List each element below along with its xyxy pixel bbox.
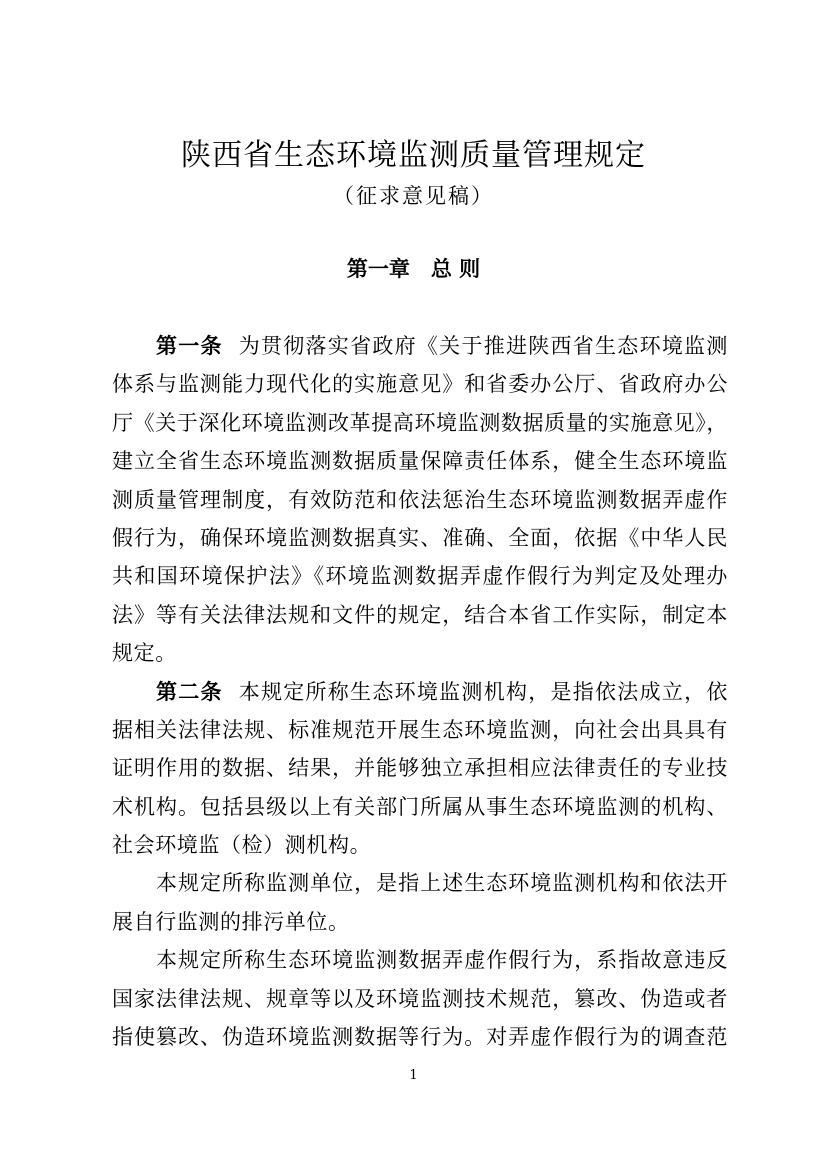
- article-2-line-5: 社会环境监（检）测机构。: [112, 833, 372, 858]
- document-subtitle: （征求意见稿）: [333, 184, 494, 208]
- article-1-line-9: 规定。: [112, 641, 177, 666]
- article-1-label: 第一条: [156, 334, 223, 358]
- article-2-label: 第二条: [156, 679, 223, 704]
- article-1-line-5: 测质量管理制度，有效防范和依法惩治生态环境监测数据弄虚作: [112, 487, 728, 512]
- paragraph-4-line-2: 国家法律法规、规章等以及环境监测技术规范，篡改、伪造或者: [112, 986, 728, 1011]
- body-text: [112, 327, 728, 1056]
- article-1-line-4: 建立全省生态环境监测数据质量保障责任体系，健全生态环境监: [112, 449, 728, 474]
- paragraph-4-line-1: 本规定所称生态环境监测数据弄虚作假行为，系指故意违反: [156, 948, 728, 973]
- article-1-text: 为贯彻落实省政府《关于推进陕西省生态环境监测: [238, 334, 728, 358]
- article-2-text: 本规定所称生态环境监测机构，是指依法成立，依: [238, 679, 728, 704]
- article-1-line-2: 体系与监测能力现代化的实施意见》和省委办公厅、省政府办公: [112, 372, 728, 397]
- article-2-line-1: [112, 673, 728, 711]
- article-1-line-6: 假行为，确保环境监测数据真实、准确、全面，依据《中华人民: [112, 525, 728, 550]
- article-2-line-3: 证明作用的数据、结果，并能够独立承担相应法律责任的专业技: [112, 756, 728, 781]
- article-1-line-1: [112, 327, 728, 365]
- article-2-line-4: 术机构。包括县级以上有关部门所属从事生态环境监测的机构、: [112, 794, 728, 819]
- article-2-line-2: 据相关法律法规、标准规范开展生态环境监测，向社会出具具有: [112, 717, 728, 742]
- article-1-line-7: 共和国环境保护法》《环境监测数据弄虚作假行为判定及处理办: [112, 564, 728, 589]
- paragraph-3-line-2: 展自行监测的排污单位。: [112, 909, 350, 934]
- paragraph-4-line-3: 指使篡改、伪造环境监测数据等行为。对弄虚作假行为的调查范: [112, 1025, 728, 1050]
- paragraph-3-line-1: 本规定所称监测单位，是指上述生态环境监测机构和依法开: [156, 871, 728, 896]
- article-1-line-8: 法》等有关法律法规和文件的规定，结合本省工作实际，制定本: [112, 602, 728, 627]
- chapter-heading: 第一章 总 则: [346, 257, 481, 281]
- article-1-line-3: 厅《关于深化环境监测改革提高环境监测数据质量的实施意见》，: [112, 410, 728, 435]
- document-title: 陕西省生态环境监测质量管理规定: [181, 138, 646, 173]
- page-number: 1: [409, 1068, 418, 1083]
